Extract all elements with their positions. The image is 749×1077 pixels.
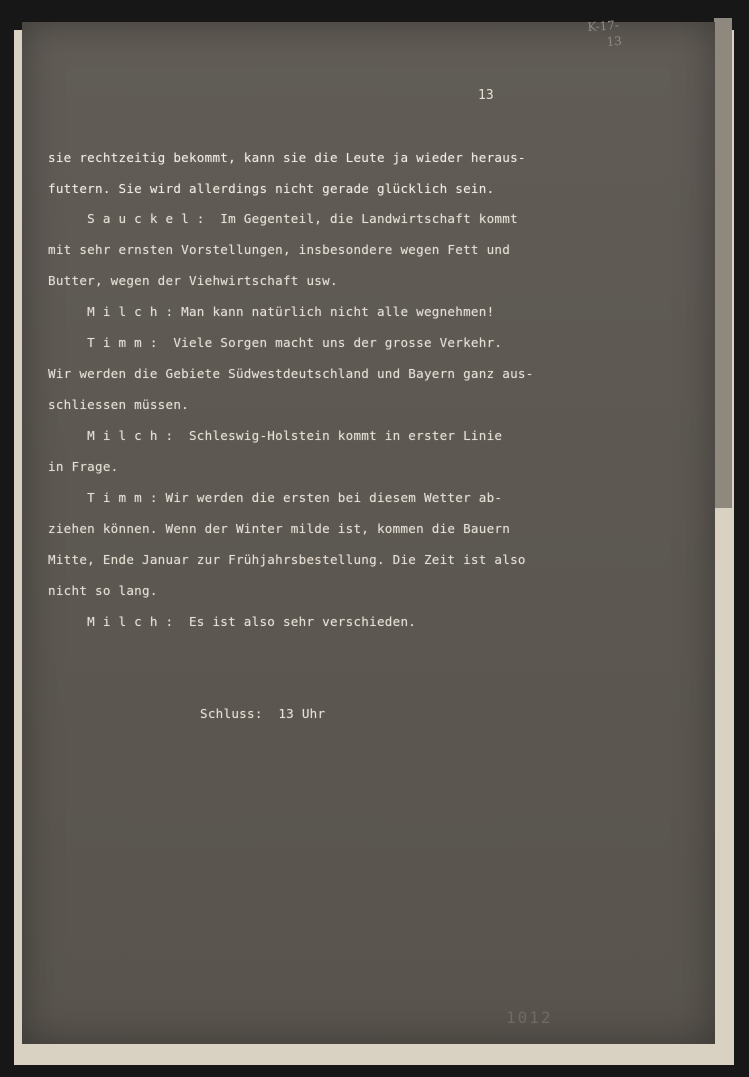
text-line: Wir werden die Gebiete Südwestdeutschland und Bayern ganz aus-: [48, 366, 534, 381]
text-line: M i l c h : Man kann natürlich nicht alle wegnehmen!: [48, 304, 495, 319]
text-line: in Frage.: [48, 459, 119, 474]
text-line: nicht so lang.: [48, 583, 158, 598]
text-line: T i m m : Viele Sorgen macht uns der grosse Verkehr.: [48, 335, 503, 350]
text-line: Mitte, Ende Januar zur Frühjahrsbestellung. Die Zeit ist also: [48, 552, 526, 567]
page-number: 13: [478, 88, 494, 103]
text-line: mit sehr ernsten Vorstellungen, insbesondere wegen Fett und: [48, 242, 511, 257]
text-line: S a u c k e l : Im Gegenteil, die Landwirtschaft kommt: [48, 211, 518, 226]
underlying-sheet-strip: [714, 18, 732, 508]
text-line: futtern. Sie wird allerdings nicht gerade glücklich sein.: [48, 181, 495, 196]
closing-line: Schluss: 13 Uhr: [200, 706, 326, 721]
text-line: sie rechtzeitig bekommt, kann sie die Leute ja wieder heraus-: [48, 150, 526, 165]
text-line: M i l c h : Es ist also sehr verschieden.: [48, 614, 417, 629]
text-line: Butter, wegen der Viehwirtschaft usw.: [48, 273, 338, 288]
text-line: ziehen können. Wenn der Winter milde ist, kommen die Bauern: [48, 521, 511, 536]
archive-stamp-number: 1012: [506, 1008, 553, 1027]
text-line: M i l c h : Schleswig-Holstein kommt in erster Linie: [48, 428, 503, 443]
typewritten-page: [22, 18, 715, 1044]
text-line: schliessen müssen.: [48, 397, 189, 412]
archive-pencil-mark: K-17- 13: [586, 18, 623, 49]
text-line: T i m m : Wir werden die ersten bei diesem Wetter ab-: [48, 490, 503, 505]
